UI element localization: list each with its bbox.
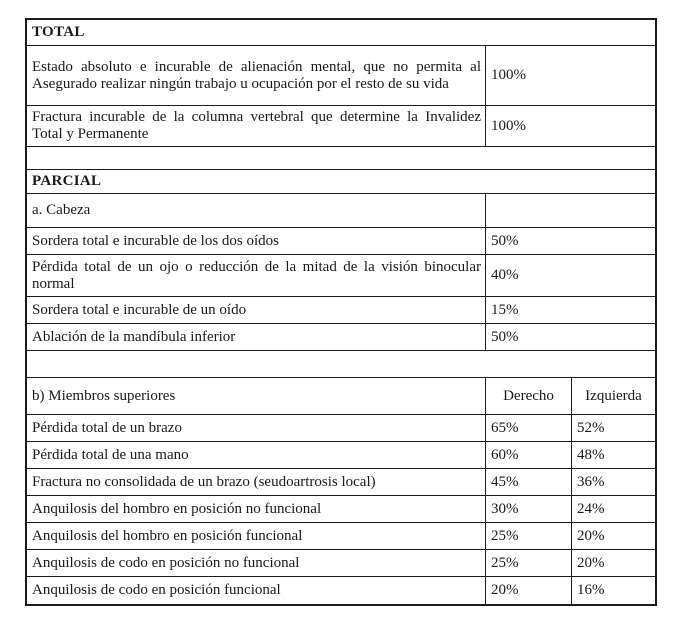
row-derecho: 60%: [486, 442, 572, 468]
table-row: [27, 469, 655, 496]
row-percentage: 100%: [491, 117, 526, 134]
table-row: [27, 550, 655, 577]
row-description: Anquilosis del hombro en posición funcional: [32, 527, 303, 544]
table-row: [27, 577, 655, 604]
row-description: Fractura no consolidada de un brazo (seudoartrosis local): [32, 473, 376, 490]
row-description: Ablación de la mandíbula inferior: [32, 328, 236, 345]
row-izquierda: 48%: [577, 446, 605, 463]
row-derecho: 30%: [486, 496, 572, 522]
row-description: Pérdida total de un brazo: [32, 419, 182, 436]
row-percentage: 40%: [491, 267, 519, 283]
row-izquierda: 20%: [577, 554, 605, 571]
row-description: Anquilosis de codo en posición no funcional: [32, 554, 300, 571]
row-description: Anquilosis del hombro en posición no funcional: [32, 500, 322, 517]
row-description: Pérdida total de un ojo o reducción de la mitad de la visión binocular normal: [32, 258, 481, 292]
table-row: [27, 442, 655, 469]
spacer-row: [27, 147, 655, 170]
table-row: [27, 415, 655, 442]
disability-table: [25, 18, 657, 606]
row-derecho: 25%: [486, 523, 572, 549]
total-heading: TOTAL: [32, 24, 85, 40]
column-header-derecho: Derecho: [486, 378, 572, 414]
row-derecho: 20%: [486, 577, 572, 604]
row-derecho: 45%: [486, 469, 572, 495]
row-izquierda: 36%: [577, 473, 605, 490]
row-izquierda: 52%: [577, 419, 605, 436]
table-row: [27, 523, 655, 550]
spacer-row: [27, 351, 655, 378]
table-row: [27, 106, 655, 147]
miembros-header-row: [27, 378, 655, 415]
row-percentage: 100%: [491, 67, 526, 83]
row-percentage: 50%: [491, 232, 519, 249]
table-row: [27, 496, 655, 523]
row-description: Anquilosis de codo en posición funcional: [32, 582, 281, 598]
row-izquierda: 24%: [577, 500, 605, 517]
row-percentage: 15%: [491, 301, 519, 318]
row-percentage: 50%: [491, 328, 519, 345]
miembros-label: b) Miembros superiores: [32, 387, 176, 404]
row-derecho: 65%: [486, 415, 572, 441]
cabeza-section-row: [27, 194, 655, 228]
row-description: Fractura incurable de la columna vertebral que determine la Invalidez Total y Permanente: [32, 109, 481, 142]
table-row: [27, 46, 655, 106]
parcial-heading: PARCIAL: [32, 173, 102, 189]
cabeza-label: a. Cabeza: [32, 202, 91, 218]
table-row: [27, 324, 655, 351]
column-header-izquierda: Izquierda: [585, 387, 642, 404]
parcial-heading-row: [27, 170, 655, 194]
row-description: Sordera total e incurable de los dos oídos: [32, 232, 280, 249]
table-row: [27, 228, 655, 255]
row-description: Pérdida total de una mano: [32, 446, 189, 463]
row-description: Estado absoluto e incurable de alienación mental, que no permita al Asegurado realizar ningún trabajo u ocupación por el resto de su vida: [32, 58, 481, 92]
row-derecho: 25%: [486, 550, 572, 576]
row-izquierda: 20%: [577, 527, 605, 544]
row-description: Sordera total e incurable de un oído: [32, 301, 247, 318]
table-row: [27, 297, 655, 324]
row-izquierda: 16%: [577, 582, 605, 598]
total-heading-row: [27, 20, 655, 46]
table-row: [27, 255, 655, 297]
